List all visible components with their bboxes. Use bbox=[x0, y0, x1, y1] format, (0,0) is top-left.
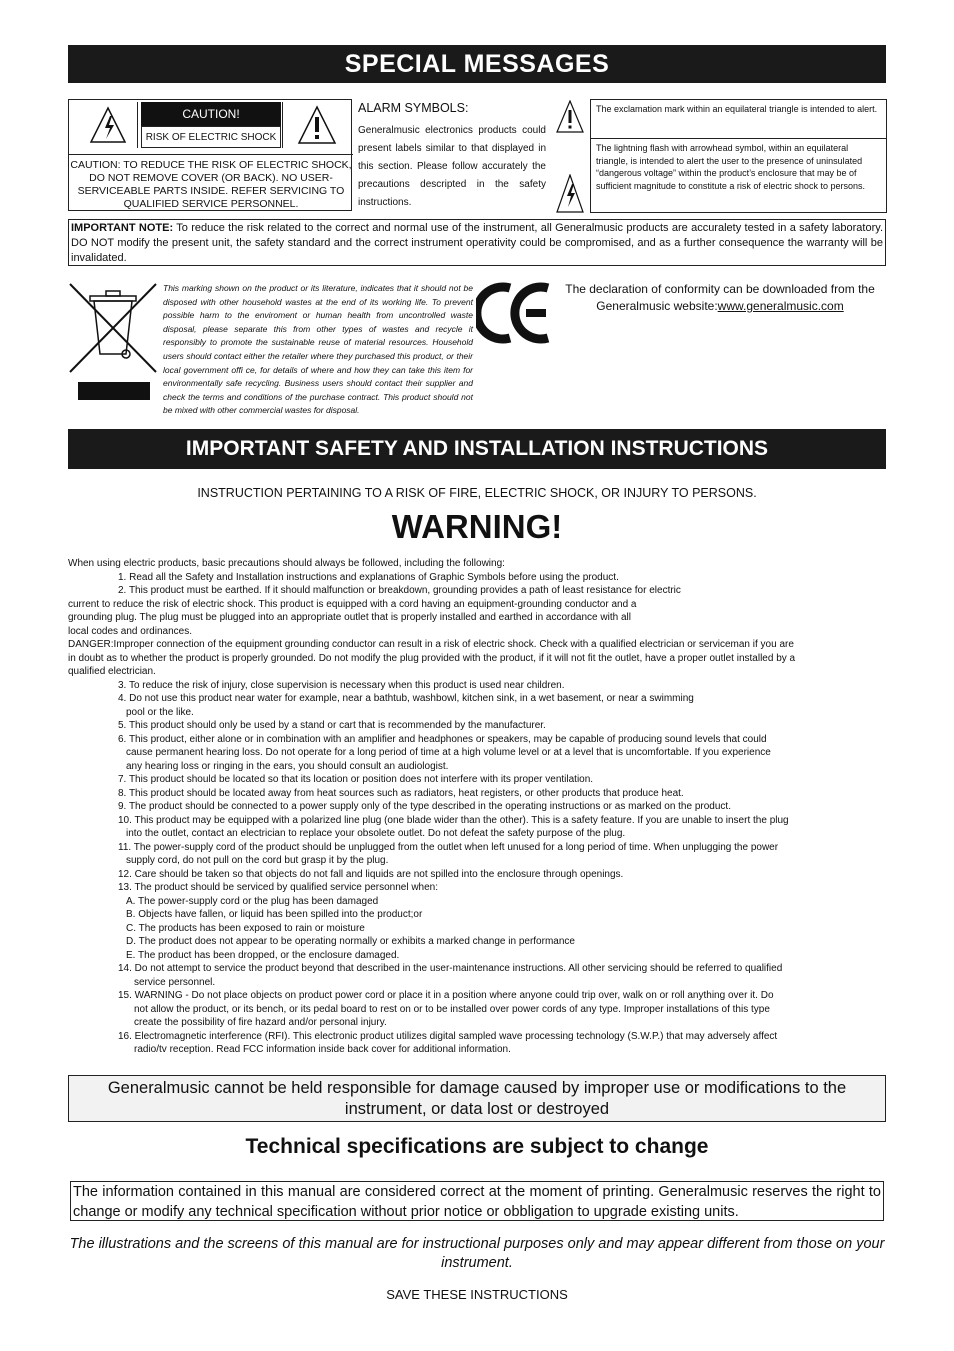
instruction-line: E. The product has been dropped, or the enclosure damaged. bbox=[126, 949, 400, 961]
lightning-triangle-icon bbox=[556, 174, 584, 214]
special-messages-header: SPECIAL MESSAGES bbox=[68, 45, 886, 83]
safety-instructions-list bbox=[68, 557, 888, 1057]
instruction-line: not allow the product, or its bench, or its pedal board to rest on or to be installed over power cords of any type. Improper installations of this type bbox=[134, 1003, 770, 1015]
instruction-line: 15. WARNING - Do not place objects on product power cord or place it in a position where anyone could trip over, walk on or roll anything over it. Do bbox=[118, 990, 774, 1001]
ce-mark-icon bbox=[476, 282, 554, 344]
instruction-line: D. The product does not appear to be operating normally or exhibits a marked change in performance bbox=[126, 936, 575, 947]
instruction-line: pool or the like. bbox=[126, 706, 194, 718]
crossed-bin-icon bbox=[68, 282, 158, 374]
exclamation-explanation: The exclamation mark within an equilateral triangle is intended to alert. bbox=[596, 104, 878, 114]
instruction-heading: INSTRUCTION PERTAINING TO A RISK OF FIRE, ELECTRIC SHOCK, OR INJURY TO PERSONS. bbox=[197, 486, 757, 500]
instruction-line: into the outlet, contact an electrician to replace your obsolete outlet. Do not defeat the safety purpose of the plug. bbox=[126, 828, 626, 839]
instruction-line: radio/tv reception. Read FCC information inside back cover for additional information. bbox=[134, 1044, 511, 1055]
caution-heading: CAUTION! bbox=[141, 102, 281, 126]
instruction-line: A. The power-supply cord or the plug has been damaged bbox=[126, 895, 379, 907]
specs-heading: Technical specifications are subject to change bbox=[245, 1135, 709, 1158]
instruction-line: 8. This product should be located away from heat sources such as radiators, heat registers, or other products that produce heat. bbox=[118, 787, 684, 799]
exclamation-triangle-icon bbox=[556, 100, 584, 134]
instruction-line: 14. Do not attempt to service the product beyond that described in the user-maintenance instructions. All other servicing should be referred to qualified bbox=[118, 963, 783, 974]
responsibility-disclaimer: Generalmusic cannot be held responsible for damage caused by improper use or modifications to the instrument, or data lost or destroyed bbox=[68, 1075, 886, 1122]
instruction-line: B. Objects have fallen, or liquid has been spilled into the product;or bbox=[126, 909, 423, 920]
weee-bar bbox=[78, 382, 150, 400]
instruction-line: 9. The product should be connected to a power supply only of the type described in the operating instructions or as marked on the product. bbox=[118, 801, 731, 812]
exclamation-triangle-icon bbox=[282, 102, 351, 148]
caution-text: CAUTION: TO REDUCE THE RISK OF ELECTRIC SHOCK, DO NOT REMOVE COVER (OR BACK). NO USER- SERVICEABLE PARTS INSIDE. REFER SERVICING TO QUALIFIED SERVICE PERSONNEL. bbox=[69, 154, 353, 211]
instruction-line: create the possibility of fire hazard and/or personal injury. bbox=[134, 1017, 387, 1028]
illustrations-notice: The illustrations and the screens of this manual are for instructional purposes only and may appear different from those on your instrument. bbox=[69, 1236, 885, 1271]
conformity-text: The declaration of conformity can be downloaded from the Generalmusic website: bbox=[565, 282, 875, 313]
weee-notice: This marking shown on the product or its literature, indicates that it should not be disposed with other household wastes at the end of its working life. To prevent possible harm to the enviroment or human health from uncontrolled waste disposal, please separate this from other types of wastes and recycle it responsibly to promote the sustainable reuse of material resources. Household users should contact either the retailer where they purchased this product, or their local government offi ce, for details of where and how they can take this item for environmentally safe recycling. Business users should contact their supplier and check the terms and conditions of the purchase contract. This product should not be mixed with other commercial wastes for disposal. bbox=[163, 283, 473, 416]
website-link[interactable]: www.generalmusic.com bbox=[717, 299, 844, 313]
instruction-line: any hearing loss or ringing in the ears, you should consult an audiologist. bbox=[126, 760, 449, 772]
important-note-text: To reduce the risk related to the correct and normal use of the instrument, all Generalmusic products are accuralety tested in a safety laboratory. DO NOT modify the present unit, the safety standard and the correct instrument operativity could be compromised, and as a further consequence the warranty will be invalidated. bbox=[71, 222, 883, 264]
instruction-line: 10. This product may be equipped with a polarized line plug (one blade wider than the other). This is a safety feature. If you are unable to insert the plug bbox=[118, 814, 789, 826]
symbol-explanations-box bbox=[590, 99, 887, 213]
instruction-line: in doubt as to whether the product is properly grounded. Do not modify the plug provided with the product, if it will not fit the outlet, have a proper outlet installed by a bbox=[68, 652, 796, 664]
instruction-line: service personnel. bbox=[134, 976, 216, 988]
caution-label-box bbox=[68, 99, 352, 211]
instruction-line: local codes and ordinances. bbox=[68, 625, 192, 637]
conformity-notice bbox=[560, 281, 880, 315]
instruction-line: 11. The power-supply cord of the product should be unplugged from the outlet when left unused for a long period of time. When unplugging the power bbox=[118, 841, 779, 853]
instruction-line: 5. This product should only be used by a stand or cart that is recommended by the manufacturer. bbox=[118, 720, 546, 731]
instruction-line: 13. The product should be serviced by qualified service personnel when: bbox=[118, 882, 439, 893]
warning-triangle-icon bbox=[79, 102, 138, 148]
important-note-label: IMPORTANT NOTE: bbox=[71, 222, 174, 234]
instruction-line: C. The products has been exposed to rain or moisture bbox=[126, 922, 365, 934]
instruction-line: cause permanent hearing loss. Do not operate for a long period of time at a high volume level or at a level that is uncomfortable. If you experience bbox=[126, 747, 771, 758]
instruction-line: 12. Care should be taken so that objects do not fall and liquids are not spilled into the enclosure through openings. bbox=[118, 868, 624, 880]
save-instructions: SAVE THESE INSTRUCTIONS bbox=[386, 1287, 568, 1302]
instruction-line: supply cord, do not pull on the cord but grasp it by the plug. bbox=[126, 855, 389, 866]
alarm-symbols-body: Generalmusic electronics products could present labels similar to that displayed in this section. Please follow accurately the precautions descripted in the safety instructions. bbox=[358, 125, 546, 208]
warning-title: WARNING! bbox=[391, 508, 563, 545]
instruction-line: grounding plug. The plug must be plugged into an appropriate outlet that is properly installed and earthed in accordance with all bbox=[68, 612, 631, 623]
instruction-line: qualified electrician. bbox=[68, 666, 156, 677]
instruction-line: 3. To reduce the risk of injury, close supervision is necessary when this product is used near children. bbox=[118, 679, 565, 691]
instruction-line: 6. This product, either alone or in combination with an amplifier and headphones or speakers, may be capable of producing sound levels that could bbox=[118, 733, 767, 745]
instruction-line: DANGER:Improper connection of the equipment grounding conductor can result in a risk of electric shock. Check with a qualified electrician or serviceman if you are bbox=[68, 639, 794, 650]
instruction-line: 2. This product must be earthed. If it should malfunction or breakdown, grounding provides a path of least resistance for electric bbox=[118, 585, 681, 596]
instruction-line: When using electric products, basic precautions should always be followed, including the following: bbox=[68, 558, 505, 569]
instruction-line: 4. Do not use this product near water for example, near a bathtub, washbowl, kitchen sink, in a wet basement, or near a swimming bbox=[118, 693, 694, 704]
safety-header: IMPORTANT SAFETY AND INSTALLATION INSTRUCTIONS bbox=[68, 429, 886, 469]
instruction-line: 1. Read all the Safety and Installation instructions and explanations of Graphic Symbols before using the product. bbox=[118, 571, 619, 583]
instruction-line: 7. This product should be located so that its location or position does not interfere with its proper ventilation. bbox=[118, 774, 594, 785]
alarm-symbols-title: ALARM SYMBOLS: bbox=[358, 101, 469, 115]
important-note bbox=[68, 219, 886, 266]
instruction-line: current to reduce the risk of electric shock. This product is equipped with a cord having an equipment-grounding conductor and a bbox=[68, 598, 637, 610]
lightning-explanation: The lightning flash with arrowhead symbol, within an equilateral triangle, is intended to alert the user to the presence of uninsulated “dangerous voltage” within the product’s enclosure that may be of sufficient magnitude to constitute a risk of electric shock to persons. bbox=[596, 143, 865, 191]
instruction-line: 16. Electromagnetic interference (RFI). This electronic product utilizes digital sampled wave processing technology (S.W.P.) that may adversely affect bbox=[118, 1030, 778, 1042]
information-notice: The information contained in this manual are considered correct at the moment of printing. Generalmusic reserves the right to change or modify any technical specification without prior notice or obbligation to upgrade existing units. bbox=[70, 1181, 884, 1221]
caution-subheading: RISK OF ELECTRIC SHOCK bbox=[141, 126, 281, 148]
